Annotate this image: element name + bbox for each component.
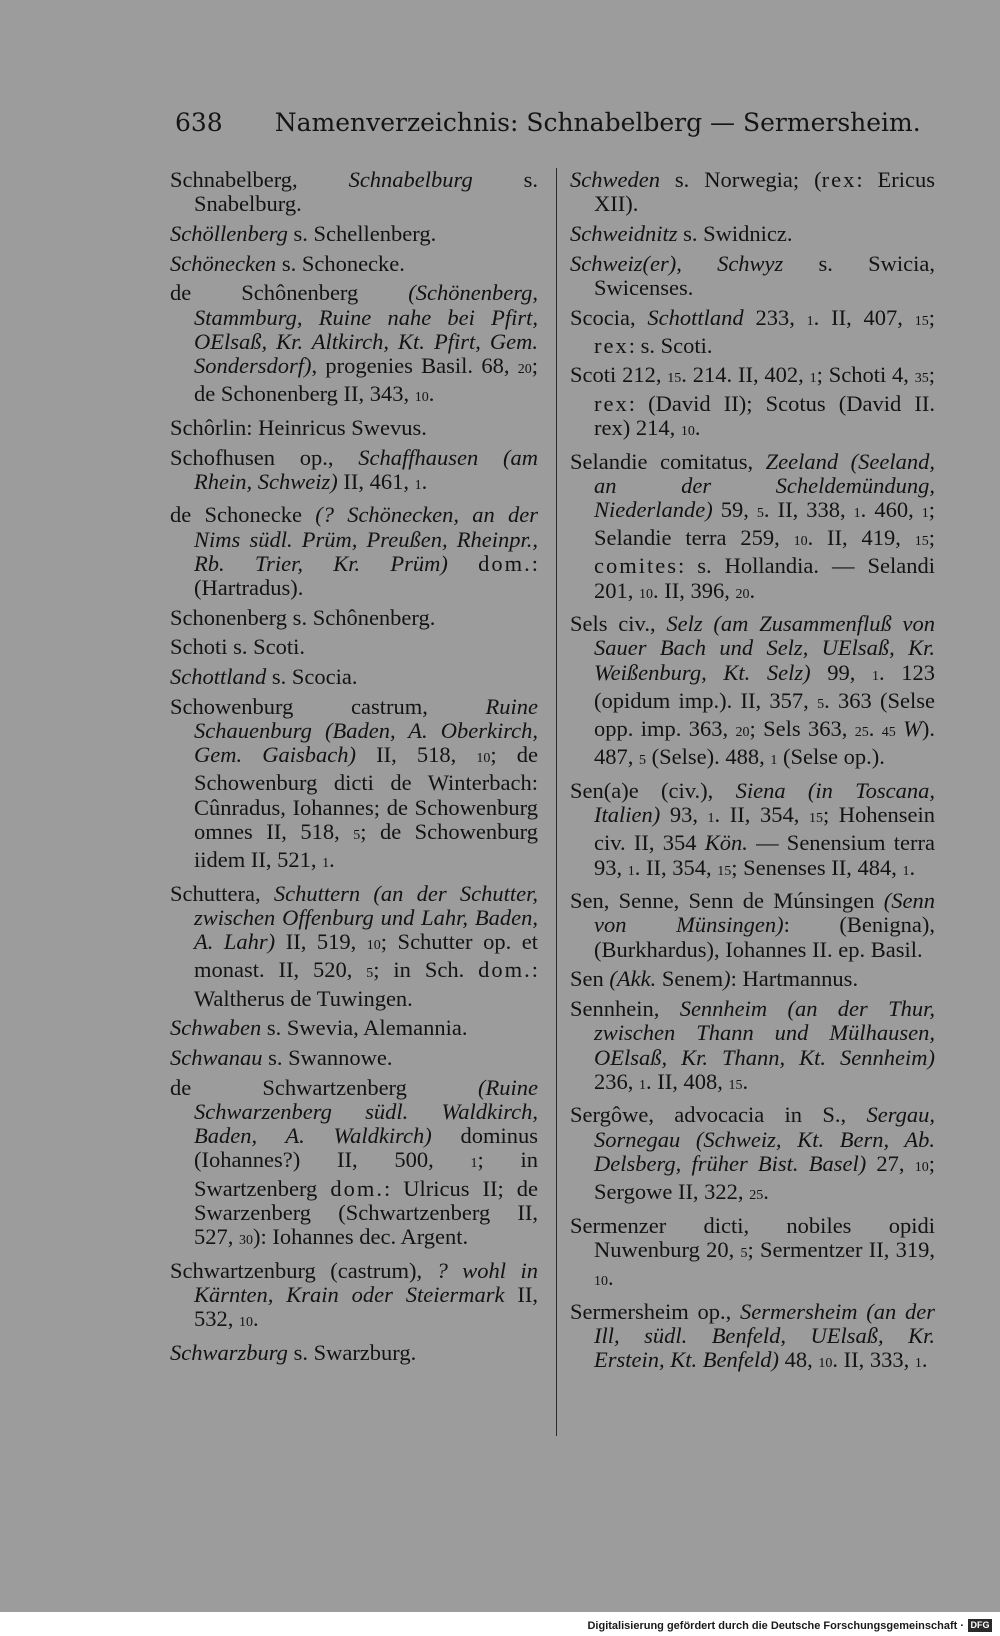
index-entry: Schwanau s. Swannowe. [170,1045,393,1070]
index-entry: Schoti s. Scoti. [170,634,306,660]
index-entry: Sermenzer dicti, nobiles opidi Nuwenburg 20, 5; Sermentzer II, 319, 10. [570,1212,935,1291]
index-entry: Schonenberg s. Schônenberg. [170,604,436,630]
page-number: 638 [175,108,223,137]
index-entry: Schweden s. Norwegia; (rex: Ericus XII). [570,167,936,217]
index-entry: Sergôwe, advocacia in S., Sergau, Sornegau (Schweiz, Kt. Bern, Ab. Delsberg, früher Bist. Basel) 27, 10; Sergowe II, 322, 25. [570,1102,935,1205]
right-column [570,168,935,1382]
index-entry: de Schônenberg (Schönenberg, Stammburg, Ruine nahe bei Pfirt, OElsaß, Kr. Altkirch, Kt. Pfirt, Gem. Sondersdorf), progenies Basil. 68, 20; de Schonenberg II, 343, 10. [170,280,538,407]
index-entry: Selandie comitatus, Zeeland (Seeland, an der Scheldemündung, Niederlande) 59, 5. II, 338, 1. 460, 1; Selandie terra 259, 10. II, 419, 15; comites: s. Hollandia. — Selandi 201, 10. II, 396, 20. [570,448,935,603]
index-entry: Scocia, Schottland 233, 1. II, 407, 15; rex: s. Scoti. [570,304,935,358]
index-entry: Schottland s. Scocia. [170,664,358,690]
index-entry: Sennhein, Sennheim (an der Thur, zwischen Thann und Mülhausen, OElsaß, Kr. Thann, Kt. Sennheim) 236, 1. II, 408, 15. [570,996,935,1094]
index-entry: Schwaben s. Swevia, Alemannia. [170,1015,468,1041]
index-entry: Sels civ., Selz (am Zusammenfluß von Sauer Bach und Selz, UElsaß, Kr. Weißenburg, Kt. Selz) 99, 1. 123 (opidum imp.). II, 357, 5. 363 (Selse opp. imp. 363, 20; Sels 363, 25. 45 W). 487, 5 (Selse). 488, 1 (Selse op.). [570,611,936,770]
page-header [175,108,921,137]
index-entry: Sen (Akk. Senem): Hartmannus. [570,966,859,992]
index-entry: de Schwartzenberg (Ruine Schwarzenberg südl. Waldkirch, Baden, A. Waldkirch) dominus (Iohannes?) II, 500, 1; in Swartzenberg dom.: Ulricus II; de Swarzenberg (Schwartzenberg II, 527, 30): Iohannes dec. Argent. [170,1074,538,1249]
index-entry: Scoti 212, 15. 214. II, 402, 1; Schoti 4, 35; rex: (David II); Scotus (David II. rex) 214, 10. [570,362,935,440]
column-divider [556,168,557,1436]
index-entry: de Schonecke (? Schönecken, an der Nims südl. Prüm, Preußen, Rheinpr., Rb. Trier, Kr. Prüm) dom.: (Hartradus). [170,502,538,601]
footer-bar [0,1612,1000,1636]
index-entry: Schnabelberg, Schnabelburg s. Snabelburg. [170,167,538,217]
index-entry: Schwarzburg s. Swarzburg. [170,1339,417,1365]
left-column [170,168,538,1370]
index-entry: Schuttera, Schuttern (an der Schutter, zwischen Offenburg und Lahr, Baden, A. Lahr) II, 519, 10; Schutter op. et monast. II, 520, 5; in Sch. dom.: Waltherus de Tuwingen. [170,880,538,1011]
dfg-logo: DFG [968,1619,992,1632]
index-entry: Schöllenberg s. Schellenberg. [170,220,437,246]
index-entry: Schweidnitz s. Swidnicz. [570,220,793,246]
index-entry: Sen(a)e (civ.), Siena (in Toscana, Italien) 93, 1. II, 354, 15; Hohensein civ. II, 354 Kön. — Senensium terra 93, 1. II, 354, 15; Senenses II, 484, 1. [570,777,936,880]
index-entry: Schowenburg castrum, Ruine Schauenburg (Baden, A. Oberkirch, Gem. Gaisbach) II, 518, 10; de Schowenburg dicti de Winterbach: Cûnradus, Iohannes; de Schowenburg omnes II, 518, 5; de Schowenburg iidem II, 521, 1. [170,693,538,873]
index-entry: Schönecken s. Schonecke. [170,250,405,276]
index-entry: Schweiz(er), Schwyz s. Swicia, Swicenses. [570,250,936,300]
funding-note: Digitalisierung gefördert durch die Deutsche Forschungsgemeinschaft · [587,1620,964,1632]
index-entry: Sen, Senne, Senn de Múnsingen (Senn von Münsingen): (Benigna), (Burkhardus), Iohannes II. ep. Basil. [570,888,935,962]
index-entry: Sermersheim op., Sermersheim (an der Ill, südl. Benfeld, UElsaß, Kr. Erstein, Kt. Benfeld) 48, 10. II, 333, 1. [570,1298,935,1373]
running-title: Namenverzeichnis: Schnabelberg — Sermersheim. [274,108,921,137]
index-entry: Schwartzenburg (castrum), ? wohl in Kärnten, Krain oder Steiermark II, 532, 10. [170,1257,539,1332]
index-entry: Schofhusen op., Schaffhausen (am Rhein, Schweiz) II, 461, 1. [170,444,538,494]
index-entry: Schôrlin: Heinricus Swevus. [170,414,427,440]
